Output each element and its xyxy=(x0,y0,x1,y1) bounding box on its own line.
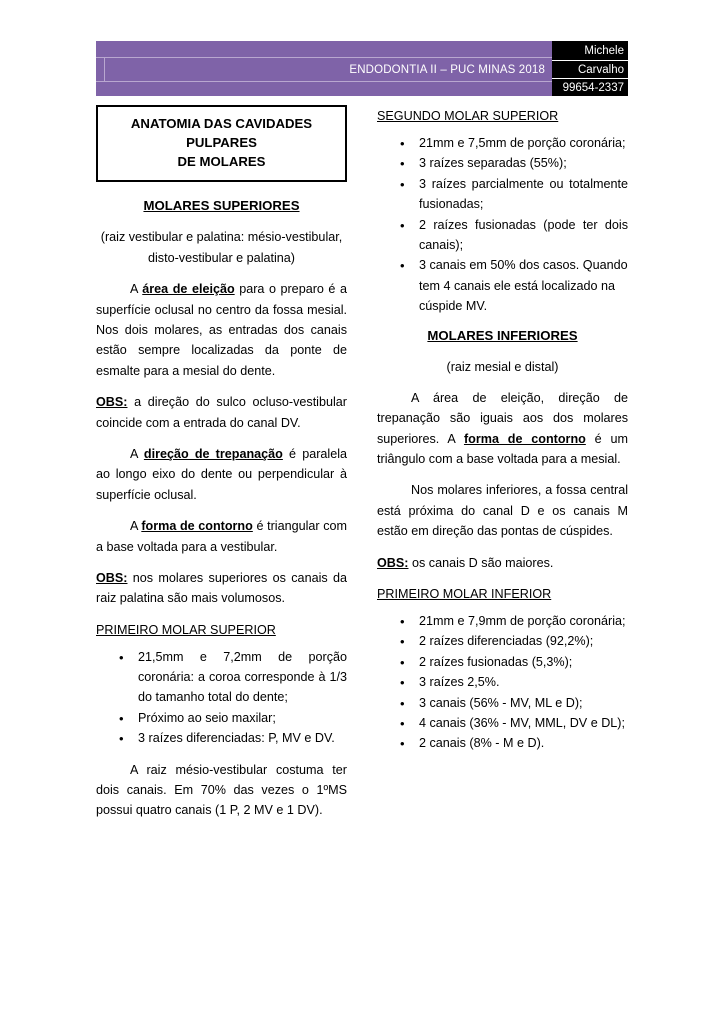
document-title-line-2: DE MOLARES xyxy=(177,154,266,170)
obs-text-1: a direção do sulco ocluso-vestibular coincide com a entrada do canal DV. xyxy=(96,395,347,430)
list-item: • 3 raízes 2,5%. xyxy=(419,672,628,692)
para-area-de-eleicao-post: para o preparo é a superfície oclusal no centro da fossa mesial. Nos dois molares, as entradas dos canais estão sempre localizadas da ponte de esmalte para a mesial do dente. xyxy=(96,282,347,378)
list-item: • 2 raízes fusionadas (pode ter dois canais); xyxy=(419,215,628,256)
course-title: ENDODONTIA II – PUC MINAS 2018 xyxy=(349,63,545,76)
heading-primeiro-molar-inferior-label: PRIMEIRO MOLAR INFERIOR xyxy=(377,587,552,602)
heading-primeiro-molar-inferior xyxy=(377,587,628,601)
list-primeiro-molar-inferior xyxy=(377,611,628,754)
heading-primeiro-molar-superior-label: PRIMEIRO MOLAR SUPERIOR xyxy=(96,622,276,637)
heading-primeiro-molar-superior xyxy=(96,623,347,637)
owner-phone: 99654-2337 xyxy=(562,81,624,94)
term-direcao-de-trepanacao: direção de trepanação xyxy=(143,446,283,461)
term-forma-de-contorno-inferior: forma de contorno xyxy=(463,431,586,446)
two-column-body xyxy=(96,105,628,832)
term-area-de-eleicao: área de eleição xyxy=(142,282,235,297)
list-item: • 3 raízes separadas (55%); xyxy=(419,153,628,173)
term-forma-de-contorno-superior: forma de contorno xyxy=(141,519,253,534)
list-item: • 21,5mm e 7,2mm de porção coronária: a coroa corresponde à 1/3 do tamanho total do dente; xyxy=(138,647,347,708)
para-contorno-post: é triangular com a base voltada para a vestibular. xyxy=(96,519,347,554)
header-row-top xyxy=(96,41,552,57)
list-item: • 3 canais em 50% dos casos. Quando tem 4 canais ele está localizado na cúspide MV. xyxy=(419,255,628,316)
heading-segundo-molar-superior-label: SEGUNDO MOLAR SUPERIOR xyxy=(377,109,559,123)
heading-molares-inferiores xyxy=(377,328,628,343)
list-item: • 2 raízes diferenciadas (92,2%); xyxy=(419,631,628,651)
heading-molares-inferiores-label: MOLARES INFERIORES xyxy=(427,327,578,343)
heading-molares-superiores-label: MOLARES SUPERIORES xyxy=(143,198,300,214)
note-roots-superiores: (raiz vestibular e palatina: mésio-vestibular, disto-vestibular e palatina) xyxy=(100,230,343,265)
para-area-de-eleicao-pre: A xyxy=(130,282,143,297)
document-title-box xyxy=(96,105,347,182)
header-course-cell xyxy=(105,58,552,81)
obs-label-1: OBS: xyxy=(96,395,128,410)
para-raiz-mesio-vestibular: A raiz mésio-vestibular costuma ter dois canais. Em 70% das vezes o 1ºMS possui quatro canais (1 P, 2 MV e 1 DV). xyxy=(96,762,347,818)
heading-molares-superiores xyxy=(96,198,347,213)
left-column xyxy=(96,105,347,832)
list-item: • 21mm e 7,9mm de porção coronária; xyxy=(419,611,628,631)
para-obs-sulco xyxy=(96,392,347,433)
list-item: • 3 raízes diferenciadas: P, MV e DV. xyxy=(138,728,347,748)
header-purple-band xyxy=(96,41,552,96)
list-item: • 4 canais (36% - MV, MML, DV e DL); xyxy=(419,713,628,733)
obs-text-3: os canais D são maiores. xyxy=(408,555,554,570)
para-direcao-trepanacao xyxy=(96,444,347,505)
para-trepanacao-post: é paralela ao longo eixo do dente ou perpendicular à superfície oclusal. xyxy=(96,446,347,502)
list-item: • 3 canais (56% - MV, ML e D); xyxy=(419,693,628,713)
obs-text-2: nos molares superiores os canais da raiz palatina são mais volumosos. xyxy=(96,570,347,606)
para-fossa-central: Nos molares inferiores, a fossa central está próxima do canal D e os canais M estão em direção das pontas de cúspides. xyxy=(377,483,628,539)
para-forma-contorno-superior xyxy=(96,516,347,557)
para-obs-canais-d xyxy=(377,553,628,573)
owner-first-name: Michele xyxy=(584,44,624,57)
para-area-inferior-pre: A área de eleição, direção de trepanação são iguais aos dos molares superiores. A xyxy=(377,390,628,446)
list-item: • 3 raízes parcialmente ou totalmente fusionadas; xyxy=(419,174,628,215)
para-area-inferior-post: é um triângulo com a base voltada para a mesial. xyxy=(377,431,629,467)
owner-last-name: Carvalho xyxy=(552,60,628,79)
list-item: • Próximo ao seio maxilar; xyxy=(138,708,347,728)
para-area-de-eleicao xyxy=(96,279,347,381)
heading-segundo-molar-superior xyxy=(377,109,628,123)
list-item: • 2 canais (8% - M e D). xyxy=(419,733,628,753)
note-roots-inferiores: (raiz mesial e distal) xyxy=(446,359,559,374)
obs-label-3: OBS: xyxy=(377,555,409,570)
para-area-eleicao-inferior xyxy=(377,388,628,470)
document-header xyxy=(96,41,628,96)
list-segundo-molar-superior xyxy=(377,133,628,317)
header-row-middle xyxy=(96,57,552,82)
header-gutter-cell xyxy=(96,58,105,81)
header-row-bottom xyxy=(96,82,552,96)
para-obs-palatina xyxy=(96,568,347,609)
document-title-line-1: ANATOMIA DAS CAVIDADES PULPARES xyxy=(130,116,313,151)
para-trepanacao-pre: A xyxy=(130,446,144,461)
header-owner-badge xyxy=(552,41,628,96)
obs-label-2: OBS: xyxy=(96,570,128,585)
list-primeiro-molar-superior xyxy=(96,647,347,749)
list-item: • 2 raízes fusionadas (5,3%); xyxy=(419,652,628,672)
para-contorno-pre: A xyxy=(130,519,142,534)
list-item: • 21mm e 7,5mm de porção coronária; xyxy=(419,133,628,153)
right-column xyxy=(377,105,628,832)
